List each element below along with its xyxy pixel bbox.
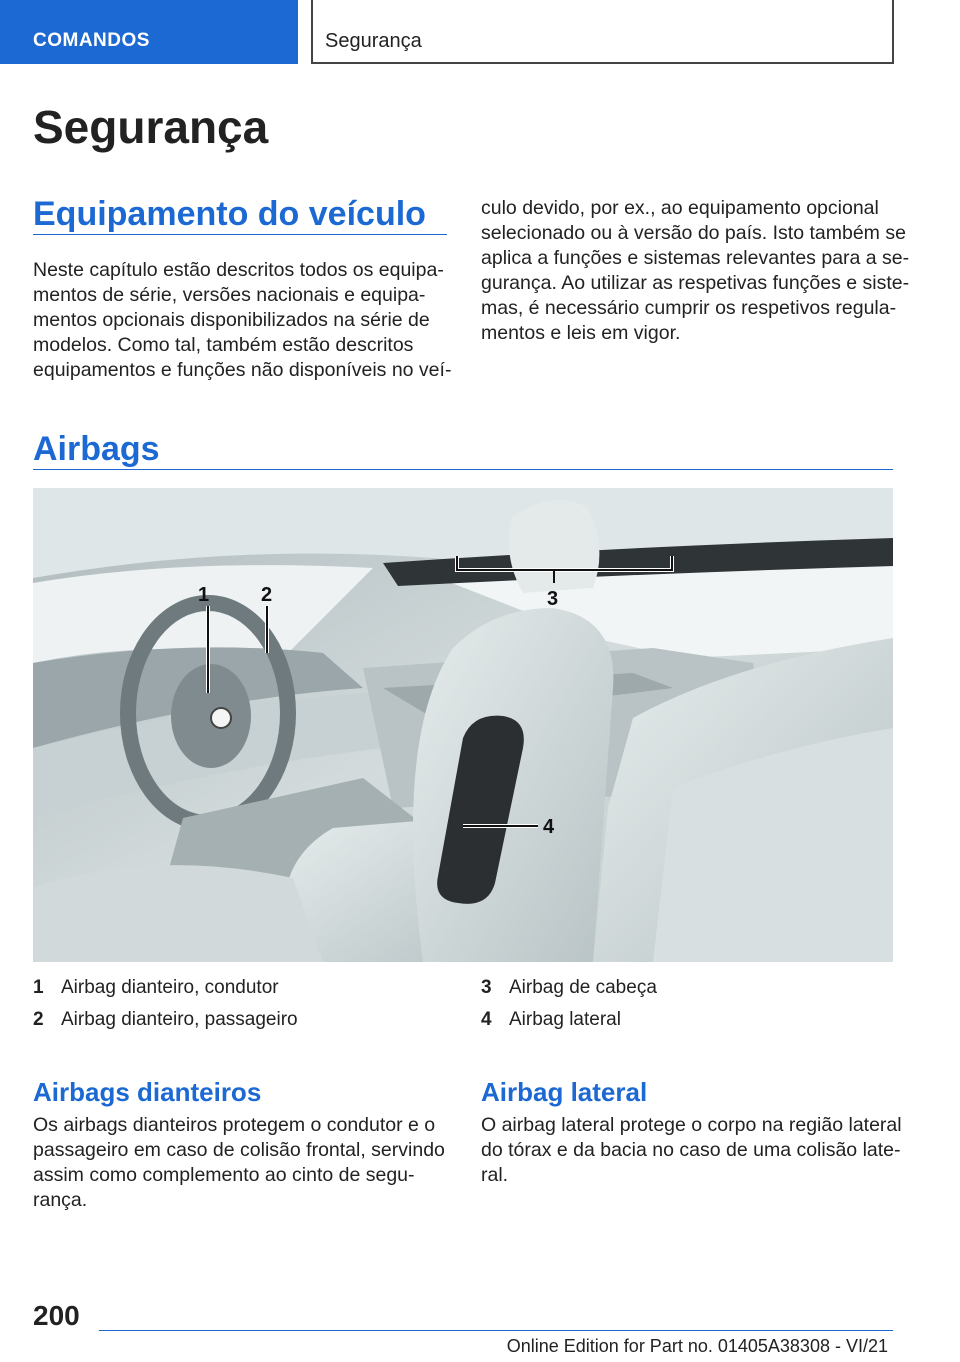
airbags-heading-rule [33,469,893,470]
legend-number: 1 [33,977,44,998]
airbags-heading: Airbags [33,430,160,468]
page-number: 200 [33,1300,80,1331]
footer-rule [99,1330,893,1331]
legend-number: 3 [481,977,492,998]
legend-text: Airbag de cabeça [509,977,657,998]
equipment-heading: Equipamento do veículo [33,195,426,233]
legend-text: Airbag dianteiro, condutor [61,977,279,998]
equipment-text-col1: Neste capítulo estão descritos todos os equipa- mentos de série, versões nacionais e equipa- mentos opcionais disponibilizados na série de modelos. Como tal, também estão descritos equipamentos e funções não disponíveis no veí- [33,259,452,381]
page-title: Segurança [33,101,269,153]
legend-text: Airbag lateral [509,1009,621,1030]
chapter-tab [311,0,894,64]
callout-2: 2 [261,584,273,606]
front-airbags-text: Os airbags dianteiros protegem o condutor e o passageiro em caso de colisão frontal, servindo assim como complemento ao cinto de segu- rança. [33,1114,445,1211]
side-airbag-text: O airbag lateral protege o corpo na região lateral do tórax e da bacia no caso de uma colisão late- ral. [481,1114,902,1186]
legend-number: 4 [481,1009,492,1030]
car-interior-illustration [33,488,893,962]
callout-4: 4 [543,816,555,838]
legend-number: 2 [33,1009,44,1030]
callout-3: 3 [547,588,559,610]
front-airbags-heading: Airbags dianteiros [33,1077,262,1107]
equipment-text-col2: culo devido, por ex., ao equipamento opcional selecionado ou à versão do país. Isto também se aplica a funções e sistemas relevantes para a se- gurança. Ao utilizar as respetivas funções e siste- mas, é necessário cumprir os respetivos regula- mentos e leis em vigor. [481,197,910,344]
callout-1: 1 [198,584,210,606]
section-tab[interactable] [0,0,298,64]
side-airbag-heading: Airbag lateral [481,1077,648,1107]
chapter-tab-label: Segurança [325,30,422,52]
equipment-heading-rule [33,234,447,235]
edition-footer: Online Edition for Part no. 01405A38308 - VI/21 [506,1336,888,1356]
legend-text: Airbag dianteiro, passageiro [61,1009,298,1030]
section-tab-label: COMANDOS [33,30,150,51]
